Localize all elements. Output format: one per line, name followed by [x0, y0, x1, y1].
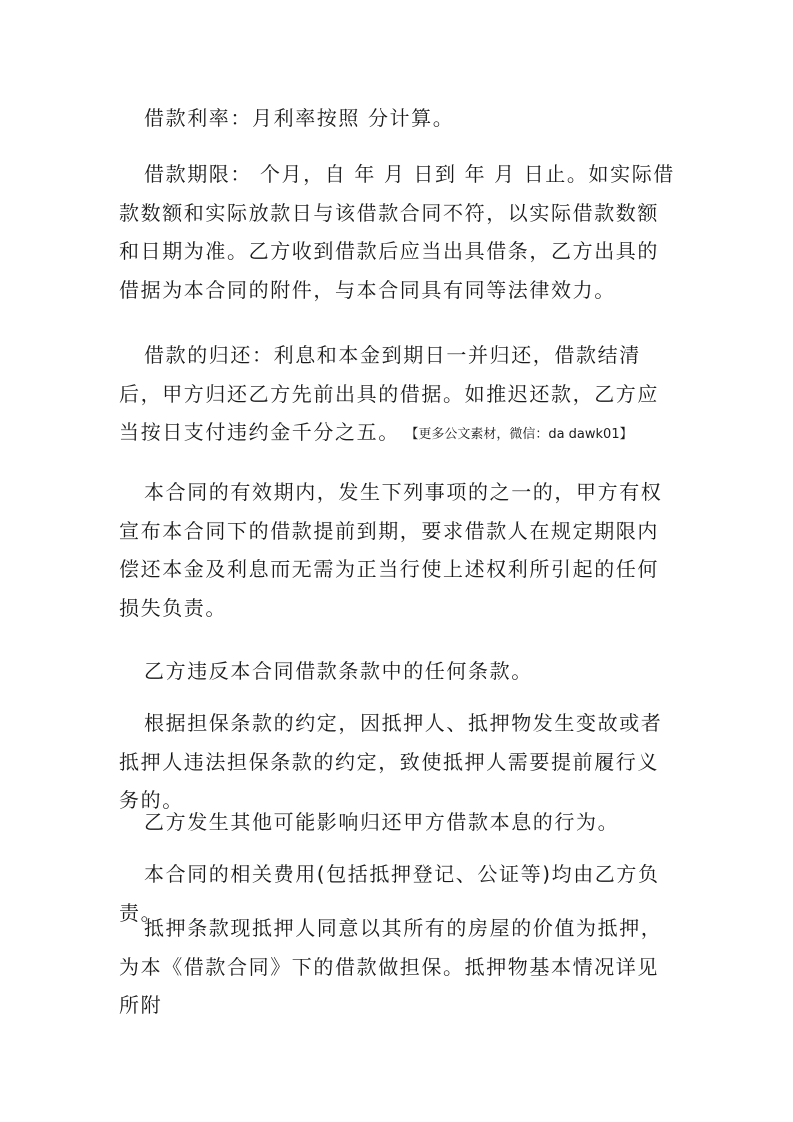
paragraph-loan-repayment: [119, 336, 679, 455]
paragraph-loan-repayment-text: 借款的归还：利息和本金到期日一并归还，借款结清后，甲方归还乙方先前出具的借据。如推迟还款，乙方应当按日支付违约金千分之五。: [119, 343, 659, 444]
paragraph-breach-clause: 乙方违反本合同借款条款中的任何条款。: [144, 659, 533, 683]
paragraph-related-fees: 本合同的相关费用(包括抵押登记、公证等)均由乙方负责。: [119, 862, 660, 925]
paragraph-guarantee-clause: 根据担保条款的约定，因抵押人、抵押物发生变故或者抵押人违法担保条款的约定，致使抵押人需要提前履行义务的。: [119, 711, 663, 812]
paragraph-early-maturity: 本合同的有效期内，发生下列事项的之一的，甲方有权宣布本合同下的借款提前到期，要求借款人在规定期限内偿还本金及利息而无需为正当行使上述权利所引起的任何损失负责。: [119, 480, 663, 620]
promo-note: 【更多公文素材，微信：da dawk01】: [411, 427, 633, 442]
paragraph-loan-term: 借款期限： 个月，自 年 月 日到 年 月 日止。如实际借款数额和实际放款日与该借款合同不符，以实际借款数额和日期为准。乙方收到借款后应当出具借条，乙方出具的借据为本合同的附件，与本合同具有同等法律效力。: [119, 162, 675, 302]
paragraph-loan-interest-rate: 借款利率：月利率按照 分计算。: [144, 106, 455, 130]
paragraph-other-behaviors: 乙方发生其他可能影响归还甲方借款本息的行为。: [144, 810, 620, 834]
paragraph-mortgage-clause: 抵押条款现抵押人同意以其所有的房屋的价值为抵押，为本《借款合同》下的借款做担保。抵押物基本情况详见所附: [119, 916, 663, 1017]
